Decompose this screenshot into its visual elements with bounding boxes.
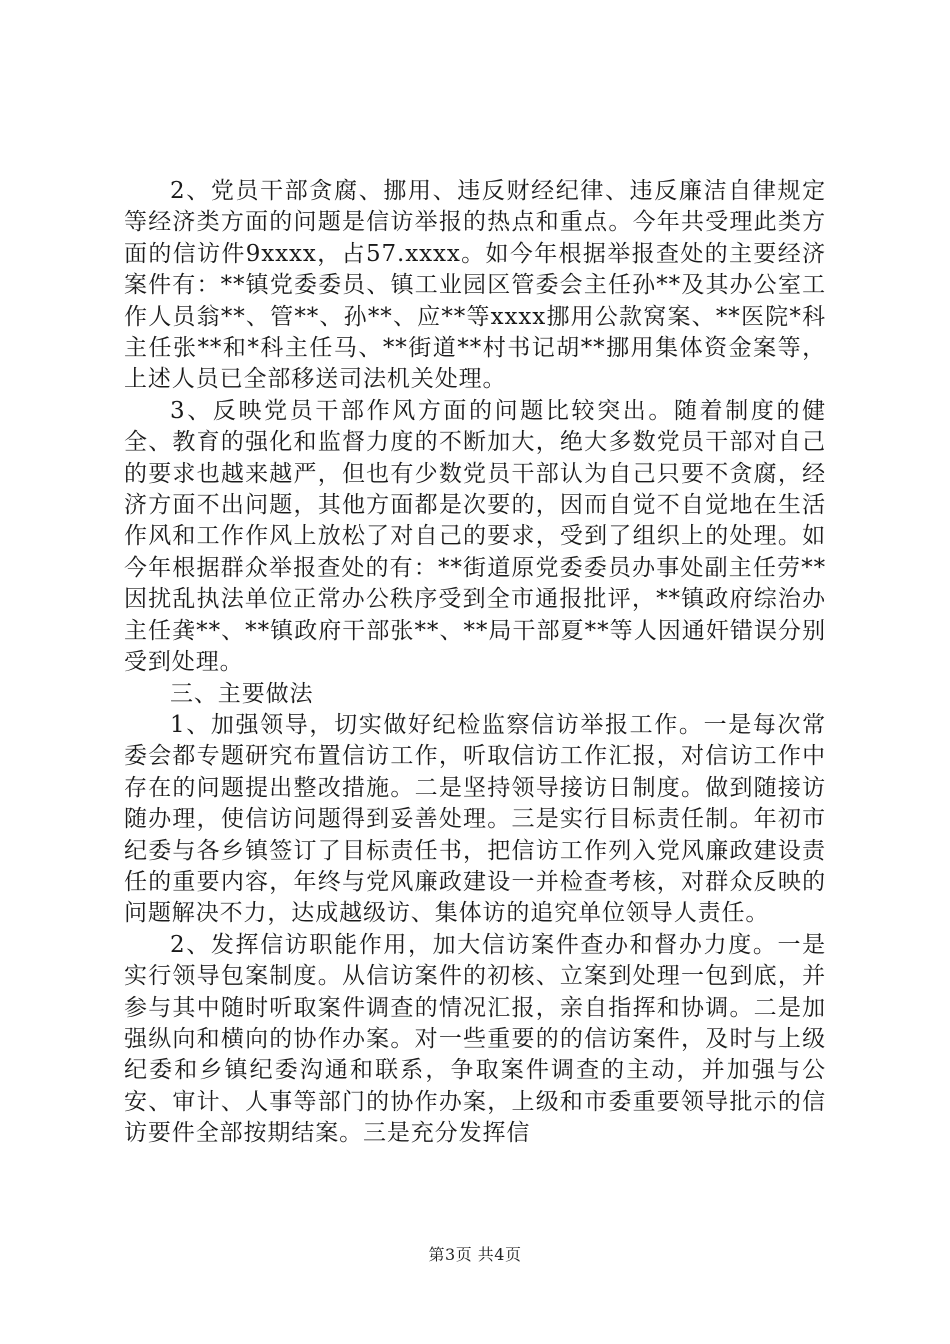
paragraph-case-handling: 2、发挥信访职能作用，加大信访案件查办和督办力度。一是实行领导包案制度。从信访案件的初核、立案到处理一包到底，并参与其中随时听取案件调查的情况汇报，亲自指挥和协调。二是加强纵向和横向的协作办案。对一些重要的的信访案件，及时与上级纪委和乡镇纪委沟通和联系，争取案件调查的主动，并加强与公安、审计、人事等部门的协作办案，上级和市委重要领导批示的信访要件全部按期结案。三是充分发挥信 [124,931,826,1147]
document-body [124,176,826,1150]
page-footer: 第3页 共4页 [428,1245,522,1264]
paragraph-conduct-issues: 3、反映党员干部作风方面的问题比较突出。随着制度的健全、教育的强化和监督力度的不断加大，绝大多数党员干部对自己的要求也越来越严，但也有少数党员干部认为自己只要不贪腐，经济方面不出问题，其他方面都是次要的，因而自觉不自觉地在生活作风和工作作风上放松了对自己的要求，受到了组织上的处理。如今年根据群众举报查处的有：**街道原党委委员办事处副主任劳**因扰乱执法单位正常办公秩序受到全市通报批评，**镇政府综治办主任龚**、**镇政府干部张**、**局干部夏**等人因通奸错误分别受到处理。 [124,397,826,676]
paragraph-leadership: 1、加强领导，切实做好纪检监察信访举报工作。一是每次常委会都专题研究布置信访工作，听取信访工作汇报，对信访工作中存在的问题提出整改措施。二是坚持领导接访日制度。做到随接访随办理，使信访问题得到妥善处理。三是实行目标责任制。年初市纪委与各乡镇签订了目标责任书，把信访工作列入党风廉政建设责任的重要内容，年终与党风廉政建设一并检查考核，对群众反映的问题解决不力，达成越级访、集体访的追究单位领导人责任。 [124,711,826,927]
section-heading-main-practices: 三、主要做法 [170,680,314,707]
paragraph-economic-issues: 2、党员干部贪腐、挪用、违反财经纪律、违反廉洁自律规定等经济类方面的问题是信访举报的热点和重点。今年共受理此类方面的信访件9xxxx，占57.xxxx。如今年根据举报查处的主要经济案件有：**镇党委委员、镇工业园区管委会主任孙**及其办公室工作人员翁**、管**、孙**、应**等xxxx挪用公款窝案、**医院*科主任张**和*科主任马、**街道**村书记胡**挪用集体资金案等，上述人员已全部移送司法机关处理。 [124,178,826,393]
